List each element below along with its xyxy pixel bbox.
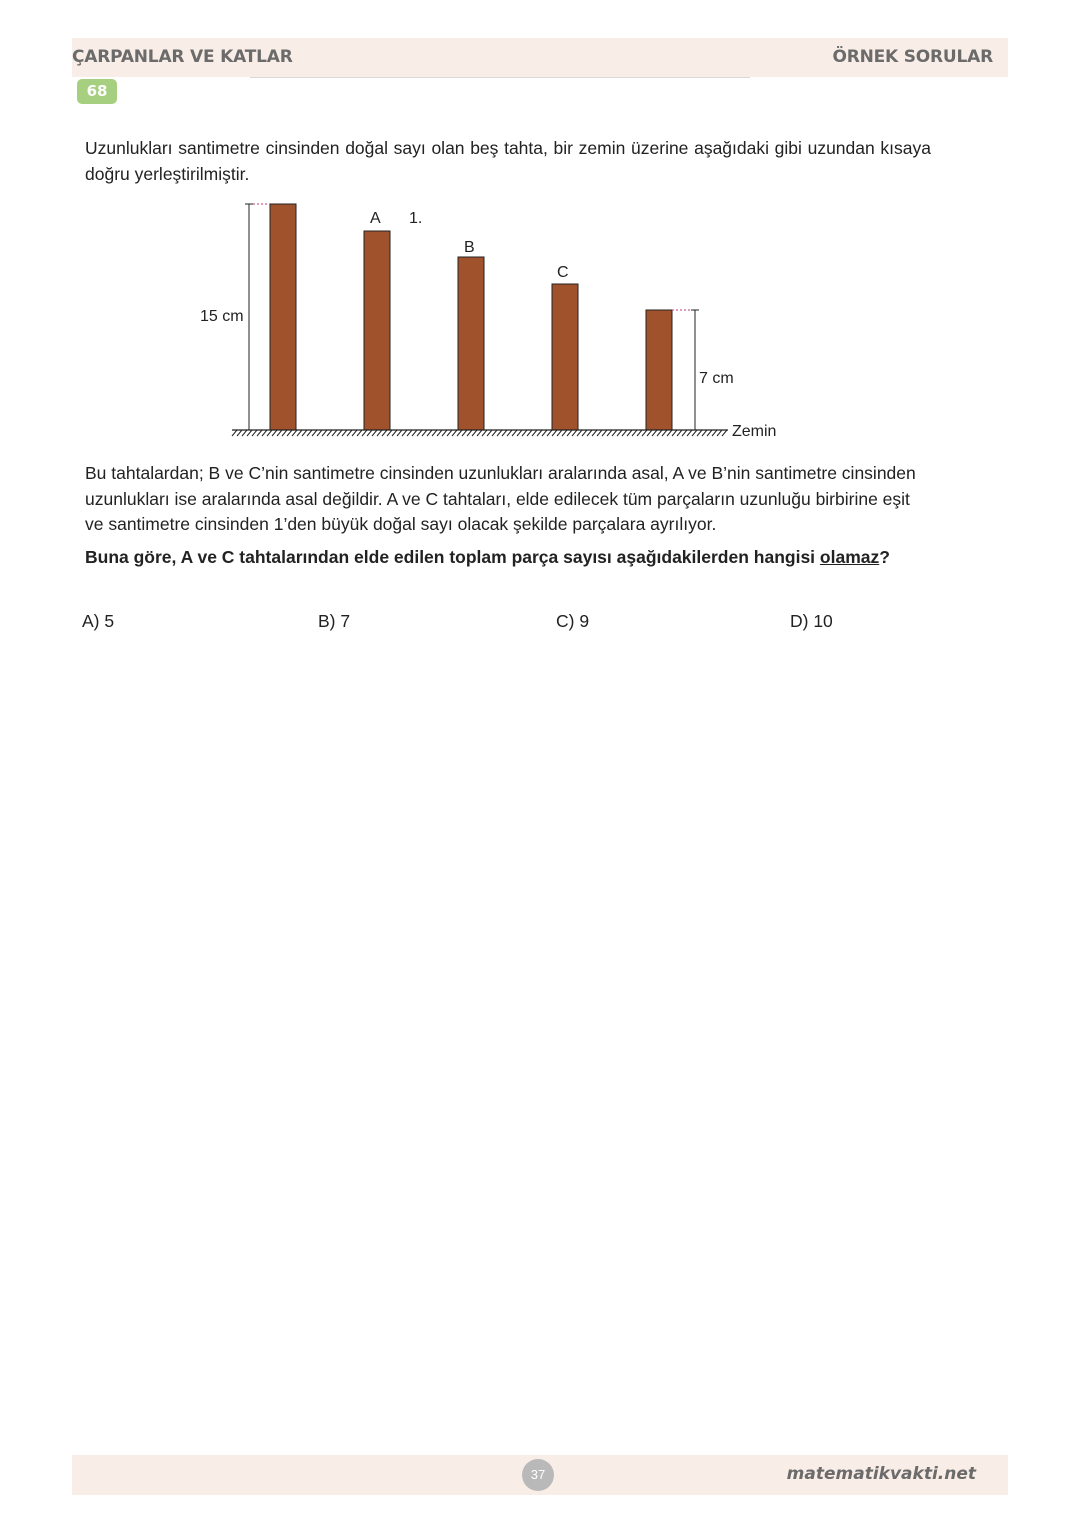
item-number: 1. <box>409 210 423 227</box>
board-c <box>552 284 578 430</box>
board-a <box>364 231 390 430</box>
board-a-label: A <box>370 210 381 227</box>
right-measure-label: 7 cm <box>699 370 734 387</box>
board-5 <box>646 310 672 430</box>
chapter-title: ÇARPANLAR VE KATLAR <box>72 47 293 67</box>
ground-label: Zemin <box>732 423 777 440</box>
ground-hatching <box>232 430 727 436</box>
question-number-badge: 68 <box>77 79 117 104</box>
choice-b[interactable]: B) 7 <box>318 611 351 631</box>
left-measure-label: 15 cm <box>200 308 244 325</box>
prompt-underlined: olamaz <box>819 547 880 567</box>
board-b <box>458 257 484 430</box>
choice-c[interactable]: C) 9 <box>556 611 590 631</box>
question-body: Bu tahtalardan; B ve C’nin santimetre cinsinden uzunlukları aralarında asal, A ve B’nin santimetre cinsinden uzunlukları ise aralarında asal değildir. A ve C tahtaları, elde edilecek tüm parçaların uzunluğu birbirine eşit ve santimetre cinsinden 1’den büyük doğal sayı olacak şekilde parçalara ayrılıyor. <box>85 463 916 534</box>
board-b-label: B <box>464 239 475 256</box>
question-intro: Uzunlukları santimetre cinsinden doğal sayı olan beş tahta, bir zemin üzerine aşağıdaki gibi uzundan kısaya doğru yerleştirilmiştir. <box>85 138 931 184</box>
choice-a[interactable]: A) 5 <box>82 611 115 631</box>
choice-d[interactable]: D) 10 <box>790 611 833 631</box>
prompt-end: ? <box>879 547 890 567</box>
board-c-label: C <box>557 264 569 281</box>
section-title: ÖRNEK SORULAR <box>832 47 993 67</box>
boards-figure <box>0 0 1080 460</box>
question-prompt <box>85 547 890 568</box>
brand-name: matematikvakti.net <box>786 1464 976 1484</box>
prompt-text: Buna göre, A ve C tahtalarından elde edilen toplam parça sayısı aşağıdakilerden hangisi <box>85 547 820 567</box>
board-1 <box>270 204 296 430</box>
page-number: 37 <box>522 1459 554 1491</box>
